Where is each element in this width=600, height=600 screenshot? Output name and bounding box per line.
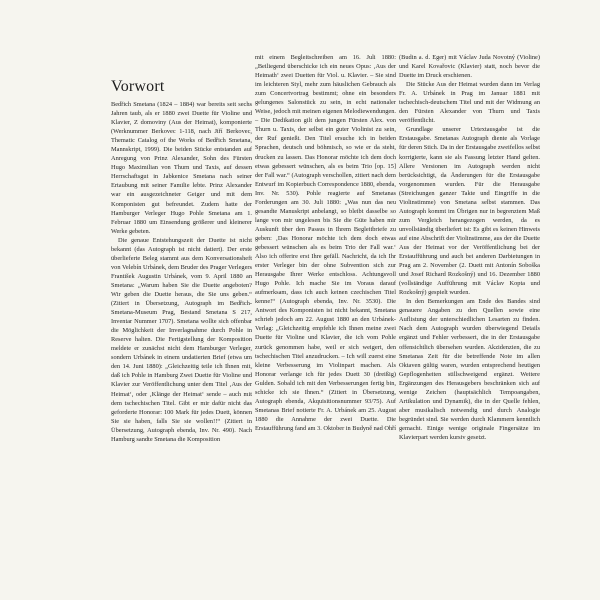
text-column-1: [111, 100, 252, 444]
paragraph: Bedřich Smetana (1824 – 1884) war bereits seit sechs Jahren taub, als er 1880 zwei Duette für Violine und Klavier, Z domoviny (Aus der Heimat), komponierte (Werknummer Berkovec 1-118, nach Jiří Berkovec, Thematic Catalog of the Works of Bedřich Smetana, Mannskript, 1999). Die beiden Stücke entstanden auf Anregung von Prinz Alexander, Sohn des Fürsten Hugo Maximilian von Thurn und Taxis, auf dessen Herrschaftsgut in Jabkenice Smetana nach seiner Ertaubung mit seiner Familie lebte. Prinz Alexander war ein ausgezeichneter Geiger und mit dem Komponisten gut befreundet. Zudem hatte der Hamburger Verleger Hugo Pohle Smetana am 1. Februar 1880 um Einsendung größerer und kleinerer Werke gebeten.: [111, 101, 252, 235]
paragraph: Die genaue Entstehungszeit der Duette ist nicht bekannt (das Autograph ist nicht datiert). Der erste überlieferte Beleg stammt aus dem Konversationsheft von Velebín Urbánek, dem Bruder des Prager Verlegers František Augustin Urbánek, vom 9. April 1880 an Smetana: „Warum haben Sie die Duette angeboten? Wir geben die Duette heraus, die Sie uns geben.“ (Zitiert in Übersetzung, Autograph im Bedřich-Smetana-Museum Prag, Bestand Smetana S 217, Inventar Nummer 1707). Smetana wollte sich offenbar die Möglichkeit der Inverlagnahme durch Pohle in Reserve halten. Die Fertigstellung der Komposition meldete er zunächst nicht dem Hamburger Verleger, sondern Urbánek in einem undatierten Brief (etwa um den 14. Juni 1880): „Gleichzeitig teile ich Ihnen mit, daß ich Pohle in Hamburg Zwei Duette für Violine und Klavier zur Veröffentlichung unter dem Titel ‚Aus der Heimat‘, oder ‚Klänge der Heimat‘ sende – auch mit dem tschechischen Titel. Gibt er mir dafür nicht das geforderte Honorar: 100 Mark für jedes Duett, können Sie sie haben, falls Sie sie wollen!!“ (Zitiert in Übersetzung, Autograph ebenda, Inv. Nr. 490). Nach Hamburg sandte Smetana die Komposition: [111, 236, 252, 443]
text-column-2: [255, 53, 396, 433]
paragraph: In den Bemerkungen am Ende des Bandes sind genauere Angaben zu den Quellen sowie eine Auflistung der unterschiedlichen Lesarten zu finden. Nach dem Autograph wurden überwiegend Details ergänzt und Fehler verbessert, die in der Erstausgabe offensichtlich übersehen wurden. Akzidenzien, die zu Smetanas Zeit für die betreffende Note im allen Oktaven gültig waren, wurden entsprechend heutigen Gepflogenheiten stillschweigend ergänzt. Weitere Ergänzungen des Herausgebers beschränken sich auf wenige Zeichen (hauptsächlich Tempoangaben, Artikulation und Dynamik), die in der Quelle fehlen, aber musikalisch notwendig und durch Analogie begründet sind. Sie werden durch Klammern kenntlich gemacht. Einige wenige originale Fingersätze im Klavierpart werden kursiv gesetzt.: [399, 298, 540, 441]
paragraph: Die Stücke Aus der Heimat wurden dann im Verlag Fr. A. Urbánek in Prag im Januar 1881 mit tschechisch-deutschem Titel und mit der Widmung an den Fürsten Alexander von Thurn und Taxis veröffentlicht.: [399, 81, 540, 125]
paragraph: Grundlage unserer Urtextausgabe ist die Erstausgabe. Smetanas Autograph diente als Vorlage für deren Stich. Da in der Erstausgabe zweifellos selbst korrigierte, kann sie als Fassung letzter Hand gelten. Allere Versionen im Autograph werden nicht berücksichtigt, da Änderungen für die Erstausgabe vorgenommen wurden. Für die Herausgabe (Streichungen ganzer Takte und Eingriffe in die Violinstimme) von Smetana selbst stammen. Das Autograph kommt im Übrigen nur in begrenztem Maß zum Vergleich herangezogen werden, da es unvollständig überliefert ist: Es gibt es keinen Hinweis auf eine Abschrift der Violinstimme, aus der die Duette Aus der Heimat vor der Veröffentlichung bei der Erstaufführung und auch bei anderen Darbietungen in Prag am 2. November (2. Duett mit Antonín Soboška und Josef Richard Rozkošný) und 16. Dezember 1880 (vollständige Aufführung mit Václav Kopta und Rozkošný) gespielt wurden.: [399, 126, 540, 297]
page-title: Vorwort: [111, 78, 165, 95]
text-column-3: [399, 53, 540, 442]
paragraph: (Budin a. d. Eger) mit Václav Juda Novotný (Violine) und Karel Kovařovic (Klavier) statt, noch bevor die Duette im Druck erschienen.: [399, 54, 540, 80]
paragraph: mit einem Begleitschreiben am 16. Juli 1880: „Beiliegend überschicke ich ein neues Opus: ‚Aus der Heimath‘ zwei Duetten für Viol. u. Klavier. – Sie sind im leichteren Styl, mehr zum häuslichen Gebrauch als zum Concertvortrag bestimmt; ohne ein besonders gelungenes Salonstück zu sein, in echt nationaler Weise, jedoch mit meinen eigenen Melodiewendungen. – Die Dedikation gilt dem jungen Fürsten Alex. von Thurn u. Taxis, der selbst ein guter Violinist zu sein, der Ruf genießt. Den Titel ersuche ich in beiden Sprachen, deutsch und böhmisch, so wie er da steht, drucken zu lassen. Das Honorar möchte ich dem doch etwas gebessert wünschen, als es beim Trio [op. 15] der Fall war.“ (Autograph verschollen, zitiert nach dem Entwurf im Kopierbuch Correspondence 1880, ebenda, Inv. Nr. 530). Pohle reagierte auf Smetanas Forderungen am 30. Juli 1880: „Was nun das neu gesandte Manuskript anbelangt, so bleibt dasselbe so lange von mir ungelesen bis Sie die Güte haben mir Auskunft über den Passus in Ihrem Begleitbriefe zu geben: ‚Das Honorar möchte ich dem doch etwas gebessert wünschen als es beim Trio der Fall war.‘ Also ich offerire erst Ihre gefäll. Nachricht, da ich Ihr erster Verleger bin der ohne Subvention sich zur Herausgabe Ihrer Werke entschloss. Achtungsvoll Hugo Pohle. Ich mache Sie im Voraus darauf aufmerksam, dass ich auch keinen czechischen Titel kenne!“ (Autograph ebenda, Inv. Nr. 3530). Die Antwort des Komponisten ist nicht bekannt, Smetana schrieb jedoch am 22. August 1880 an den Urbánek-Verlag: „Gleichzeitig empfehle ich Ihnen meine zwei Duette für Violine und Klavier, die ich vom Pohle zurück genommen habe, weil er sich weigert, den tschechischen Titel anzudrucken. – Ich will zuerst eine kleine Verbesserung im Violinpart machen. Als Honorar verlange ich für jedes Duett 30 (dreißig) Gulden. Sobald ich mit den Verbesserungen fertig bin, schicke ich sie Ihnen.“ (Zitiert in Übersetzung, Autograph ebenda, Akquisitionsnummer 93/75). Auf Smetanas Brief notierte Fr. A. Urbánek am 25. August 1880 die Annahme der zwei Duette. Die Erstaufführung fand am 3. Oktober in Budyně nad Ohří: [255, 54, 396, 432]
